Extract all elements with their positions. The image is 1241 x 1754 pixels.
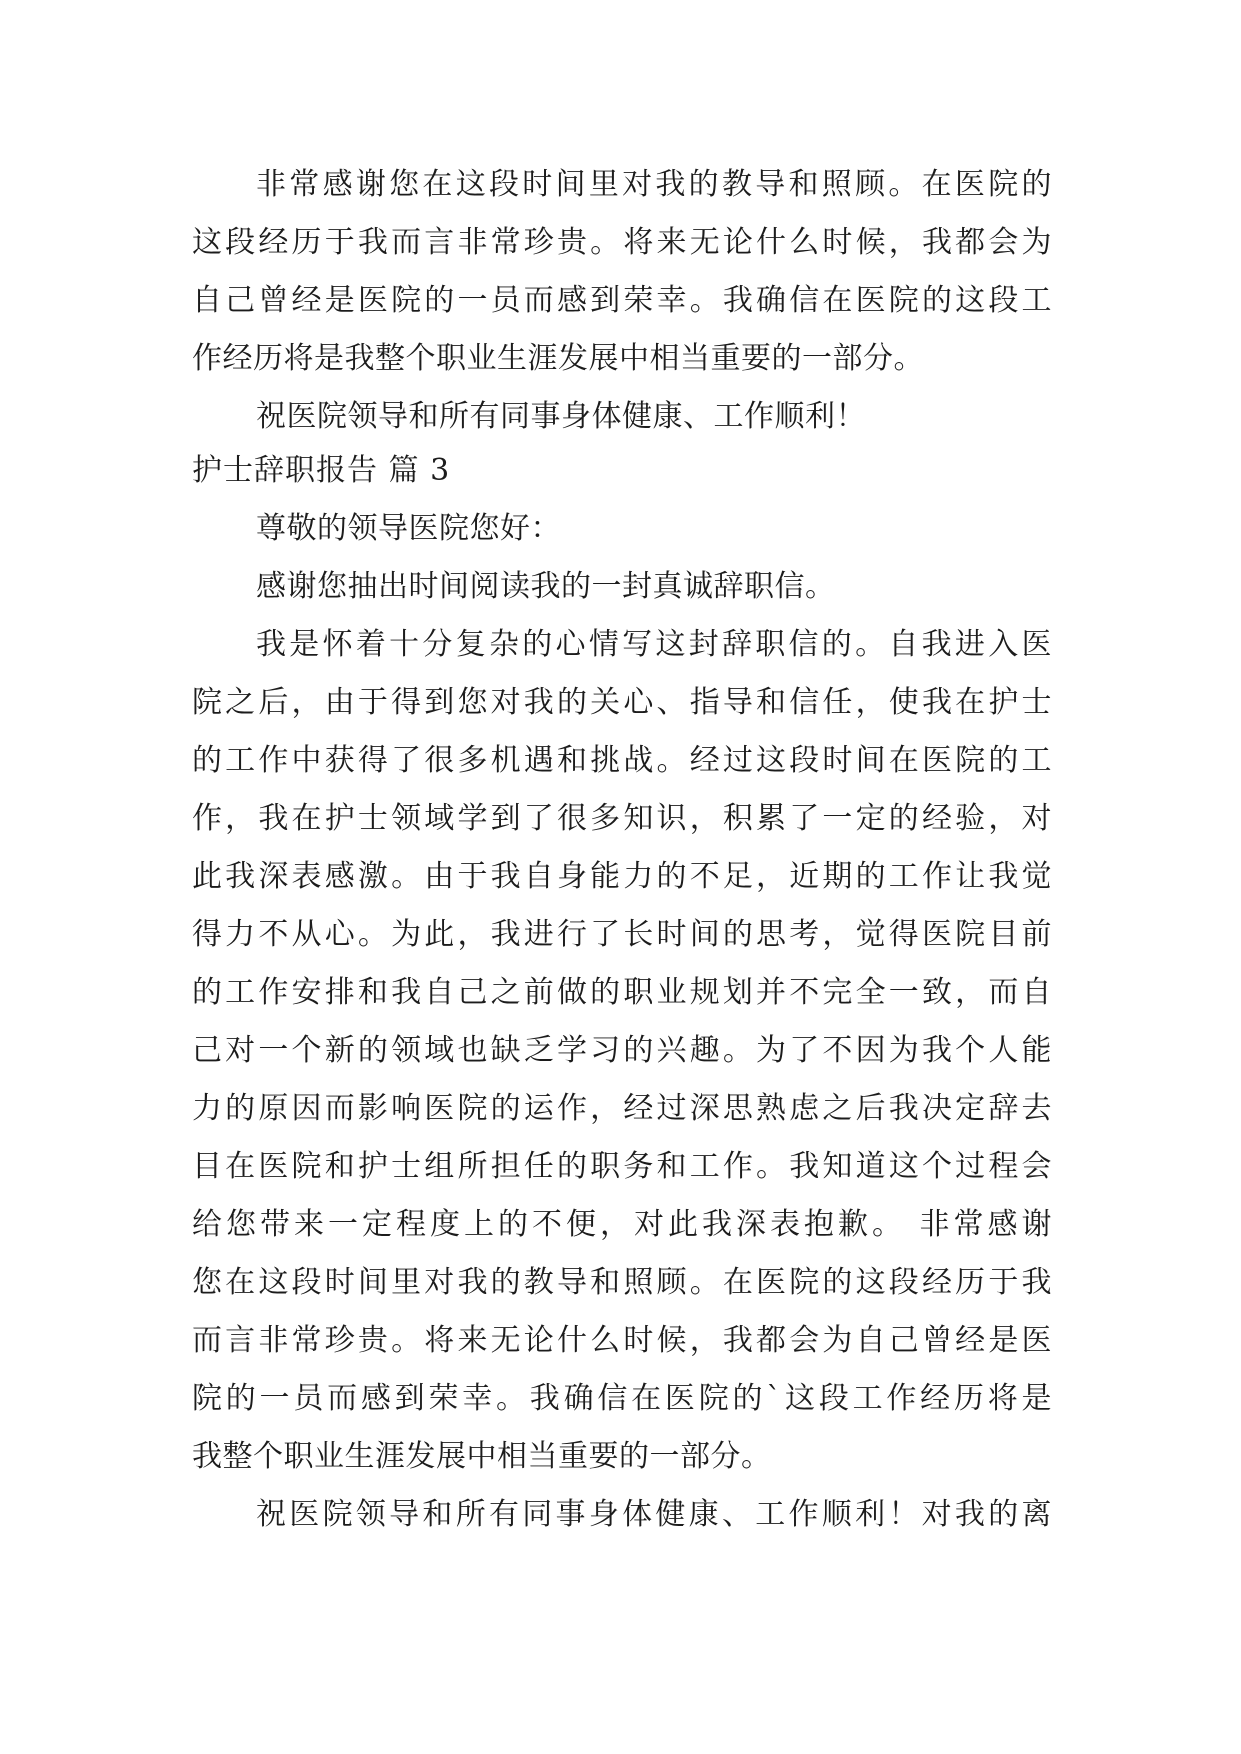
paragraph-line: 目在医院和护士组所担任的职务和工作。我知道这个过程会	[192, 1149, 1052, 1184]
paragraph-line: 祝医院领导和所有同事身体健康、工作顺利！	[256, 399, 866, 434]
paragraph-line: 院的一员而感到荣幸。我确信在医院的`这段工作经历将是	[192, 1381, 1052, 1416]
paragraph-line: 这段经历于我而言非常珍贵。将来无论什么时候，我都会为	[192, 225, 1052, 260]
paragraph-line: 得力不从心。为此，我进行了长时间的思考，觉得医院目前	[192, 917, 1052, 952]
paragraph-line: 而言非常珍贵。将来无论什么时候，我都会为自己曾经是医	[192, 1323, 1052, 1358]
paragraph-line: 我整个职业生涯发展中相当重要的一部分。	[192, 1439, 772, 1474]
paragraph-line: 作经历将是我整个职业生涯发展中相当重要的一部分。	[192, 341, 924, 376]
paragraph-line: 感谢您抽出时间阅读我的一封真诚辞职信。	[256, 569, 836, 604]
paragraph-line: 作，我在护士领域学到了很多知识，积累了一定的经验，对	[192, 801, 1052, 836]
paragraph-line: 祝医院领导和所有同事身体健康、工作顺利！对我的离	[256, 1497, 1052, 1532]
paragraph-line: 我是怀着十分复杂的心情写这封辞职信的。自我进入医	[256, 627, 1052, 662]
paragraph-line: 给您带来一定程度上的不便，对此我深表抱歉。 非常感谢	[192, 1207, 1052, 1242]
section-heading: 护士辞职报告 篇 3	[192, 453, 451, 488]
paragraph-line: 院之后，由于得到您对我的关心、指导和信任，使我在护士	[192, 685, 1052, 720]
paragraph-line: 的工作安排和我自己之前做的职业规划并不完全一致，而自	[192, 975, 1052, 1010]
paragraph-line: 的工作中获得了很多机遇和挑战。经过这段时间在医院的工	[192, 743, 1052, 778]
paragraph-line: 您在这段时间里对我的教导和照顾。在医院的这段经历于我	[192, 1265, 1052, 1300]
paragraph-line: 非常感谢您在这段时间里对我的教导和照顾。在医院的	[256, 167, 1052, 202]
paragraph-line: 力的原因而影响医院的运作，经过深思熟虑之后我决定辞去	[192, 1091, 1052, 1126]
paragraph-line: 己对一个新的领域也缺乏学习的兴趣。为了不因为我个人能	[192, 1033, 1052, 1068]
salutation-line: 尊敬的领导医院您好：	[256, 511, 561, 546]
paragraph-line: 自己曾经是医院的一员而感到荣幸。我确信在医院的这段工	[192, 283, 1052, 318]
paragraph-line: 此我深表感激。由于我自身能力的不足，近期的工作让我觉	[192, 859, 1052, 894]
